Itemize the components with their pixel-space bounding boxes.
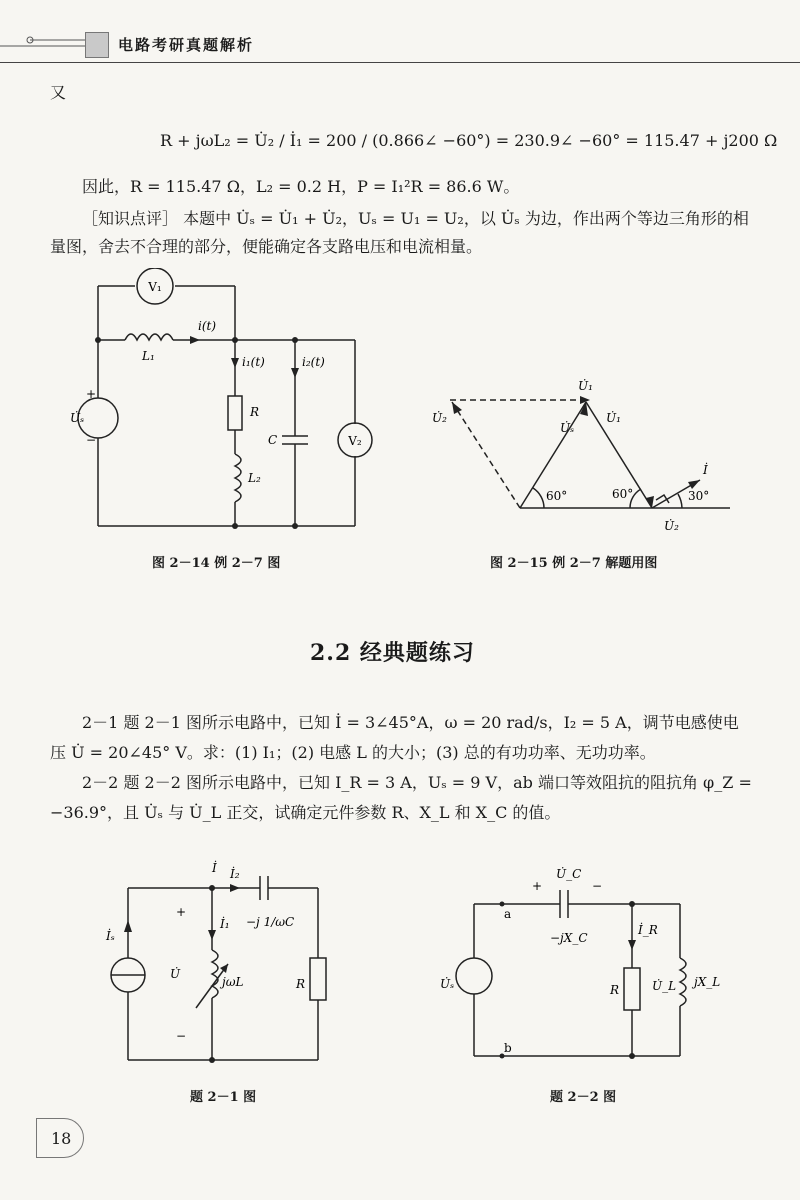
- section-title: 2.2 经典题练习: [310, 640, 475, 666]
- label-ir: İ_R: [638, 923, 658, 937]
- caption-fig-2-15: 图 2－15 例 2－7 解题用图: [490, 556, 658, 571]
- label-angle-60-right: 60°: [612, 487, 634, 501]
- label-r: R: [296, 977, 306, 991]
- label-is: İₛ: [106, 929, 115, 943]
- figure-2-15-phasor: [420, 370, 740, 540]
- label-r: R: [250, 405, 260, 419]
- label-u: U̇: [170, 967, 181, 981]
- comment-line-1: ［知识点评］ 本题中 U̇ₛ = U̇₁ + U̇₂，Uₛ = U₁ = U₂，以 U̇ₛ 为边，作出两个等边三角形的相: [82, 209, 749, 228]
- label-a: a: [504, 907, 512, 921]
- comment-line-2: 量图，舍去不合理的部分，便能确定各支路电压和电流相量。: [50, 237, 483, 256]
- label-u1-top: U̇₁: [578, 379, 593, 393]
- caption-fig-2-14: 图 2－14 例 2－7 图: [152, 556, 281, 571]
- label-minus: −: [176, 1029, 187, 1043]
- label-u1-side: U̇₁: [606, 411, 621, 425]
- label-i2t: i₂(t): [302, 355, 325, 369]
- label-angle-60-left: 60°: [546, 489, 568, 503]
- problem-2-2-line-1: 2－2 题 2－2 图所示电路中，已知 I_R = 3 A，Uₛ = 9 V，ab 端口等效阻抗的阻抗角 φ_Z =: [82, 773, 752, 792]
- label-minus: −: [86, 433, 97, 447]
- figure-p2-2-circuit: [440, 860, 720, 1070]
- label-plus: +: [176, 905, 187, 919]
- text-therefore: 因此，R = 115.47 Ω，L₂ = 0.2 H，P = I₁²R = 86.6 W。: [82, 177, 520, 196]
- caption-p2-1: 题 2－1 图: [190, 1090, 257, 1105]
- label-uc: U̇_C: [556, 867, 582, 881]
- problem-2-1-line-2: 压 U̇ = 20∠45° V。求：(1) I₁；(2) 电感 L 的大小；(3) 总的有功功率、无功功率。: [50, 743, 656, 762]
- label-us-phasor: U̇ₛ: [560, 421, 575, 435]
- label-v2: V₂: [348, 434, 362, 448]
- header-mark: [85, 32, 109, 58]
- label-u2-left: U̇₂: [432, 411, 447, 425]
- label-cap: −j 1/ωC: [246, 915, 295, 929]
- figure-2-14-circuit: [70, 268, 390, 538]
- label-jwl: jωL: [222, 975, 244, 989]
- label-i2: İ₂: [230, 867, 240, 881]
- label-r: R: [610, 983, 620, 997]
- label-it: i(t): [198, 319, 217, 333]
- label-plus: +: [532, 879, 543, 893]
- label-jxl: jX_L: [694, 975, 720, 989]
- figure-p2-1-circuit: [100, 860, 350, 1070]
- label-l2: L₂: [248, 471, 261, 485]
- label-b: b: [504, 1041, 512, 1055]
- header-title: 电路考研真题解析: [118, 36, 255, 54]
- label-l1: L₁: [142, 349, 155, 363]
- label-minus: −: [592, 879, 603, 893]
- formula-line: R + jωL₂ = U̇₂ / İ₁ = 200 / (0.866∠ −60°) = 230.9∠ −60° = 115.47 + j200 Ω: [160, 131, 778, 150]
- label-i-total: İ: [212, 861, 217, 875]
- label-us: U̇ₛ: [440, 977, 455, 991]
- label-angle-30: 30°: [688, 489, 710, 503]
- label-us: U̇ₛ: [70, 411, 85, 425]
- page-number: 18: [36, 1118, 84, 1158]
- header-rule: [0, 62, 800, 63]
- problem-2-1-line-1: 2－1 题 2－1 图所示电路中，已知 İ = 3∠45°A，ω = 20 rad/s，I₂ = 5 A，调节电感使电: [82, 713, 739, 732]
- problem-2-2-line-2: −36.9°，且 U̇ₛ 与 U̇_L 正交，试确定元件参数 R、X_L 和 X_C 的值。: [50, 803, 561, 822]
- label-plus: +: [86, 387, 97, 401]
- label-v1: V₁: [148, 280, 162, 294]
- label-u2-bottom: U̇₂: [664, 519, 679, 533]
- label-ul: U̇_L: [652, 979, 677, 993]
- header-decoration: [0, 30, 90, 60]
- label-i-phasor: İ: [703, 463, 708, 477]
- label-jxc: −jX_C: [550, 931, 588, 945]
- label-i1: İ₁: [220, 917, 230, 931]
- text-you: 又: [50, 83, 67, 102]
- label-i1t: i₁(t): [242, 355, 265, 369]
- caption-p2-2: 题 2－2 图: [550, 1090, 617, 1105]
- label-c: C: [268, 433, 278, 447]
